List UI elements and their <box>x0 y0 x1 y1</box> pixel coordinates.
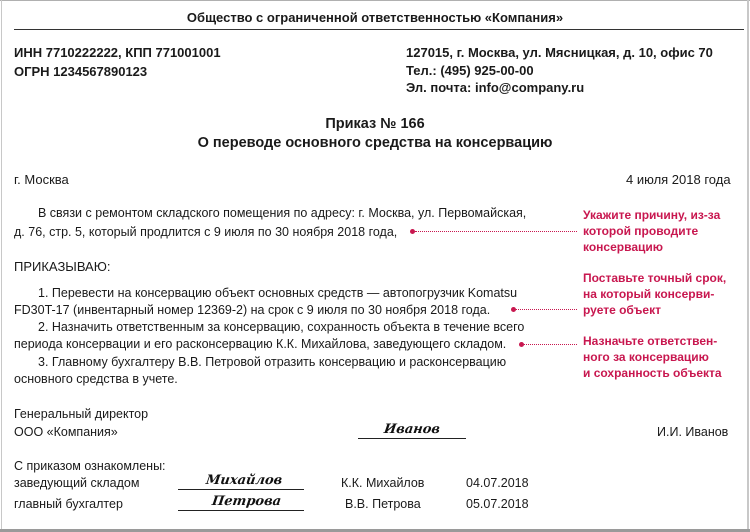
ack-row-2-name: В.В. Петрова <box>345 497 421 511</box>
company-phone: Тел.: (495) 925-00-00 <box>406 63 534 78</box>
organization-name: Общество с ограниченной ответственностью «Компания» <box>186 10 564 25</box>
item-3-line-2: основного средства в учете. <box>14 372 178 386</box>
inn-kpp: ИНН 7710222222, КПП 771001001 <box>14 45 221 60</box>
company-email: Эл. почта: info@company.ru <box>406 80 585 95</box>
hint-term-line-2: на который консерви- <box>583 287 715 301</box>
hint-term <box>583 270 726 318</box>
ack-row-2-date: 05.07.2018 <box>466 497 529 511</box>
preamble-line-2: д. 76, стр. 5, который продлится с 9 июля по 30 ноября 2018 года, <box>14 225 398 239</box>
item-3-line-1: 3. Главному бухгалтеру В.В. Петровой отразить консервацию и расконсервацию <box>38 355 507 369</box>
hint-term-line-3: руете объект <box>583 303 661 317</box>
item-1-line-2: FD30T-17 (инвентарный номер 12369-2) на срок с 9 июля по 30 ноября 2018 года. <box>14 303 491 317</box>
director-company: ООО «Компания» <box>14 425 118 439</box>
ack-row-2-signature-line <box>178 510 304 511</box>
item-2-line-2: периода консервации и его расконсервацию К.К. Михайлова, заведующего складом. <box>14 337 507 351</box>
director-signature-line <box>358 438 466 439</box>
hint-responsible-line-3: и сохранность объекта <box>583 366 722 380</box>
order-subject: О переводе основного средства на консервацию <box>197 135 553 151</box>
header-divider <box>14 29 744 30</box>
hint-term-line-1: Поставьте точный срок, <box>583 271 727 285</box>
director-title: Генеральный директор <box>14 407 149 421</box>
hint-reason-line-3: консервацию <box>583 240 663 254</box>
hint-2-pointer <box>516 309 577 310</box>
ack-row-1-signature-line <box>178 489 304 490</box>
frame-right-border <box>747 0 749 532</box>
hint-3-pointer <box>524 344 577 345</box>
hint-responsible-line-1: Назначьте ответствен- <box>583 334 718 348</box>
frame-left-border <box>1 0 2 532</box>
city: г. Москва <box>14 172 69 187</box>
order-number: Приказ № 166 <box>325 116 425 132</box>
hint-responsible-line-2: ного за консервацию <box>583 350 709 364</box>
hint-reason-line-2: которой проводите <box>583 224 699 238</box>
hint-reason-line-1: Укажите причину, из-за <box>583 208 721 222</box>
ack-row-1-date: 04.07.2018 <box>466 476 529 490</box>
order-date: 4 июля 2018 года <box>626 172 731 187</box>
ack-row-2-position: главный бухгалтер <box>14 497 123 511</box>
hint-1-pointer <box>415 231 577 232</box>
ack-row-1-signature: Михайлов <box>204 473 284 488</box>
hint-responsible <box>583 333 722 381</box>
frame-top-border <box>0 0 750 1</box>
ack-row-2-signature: Петрова <box>210 494 283 509</box>
director-name: И.И. Иванов <box>657 425 729 439</box>
ack-row-1-name: К.К. Михайлов <box>341 476 425 490</box>
acknowledged-heading: С приказом ознакомлены: <box>14 459 166 473</box>
ogrn: ОГРН 1234567890123 <box>14 64 148 79</box>
hint-reason <box>583 207 720 255</box>
ack-row-1-position: заведующий складом <box>14 476 140 490</box>
company-address: 127015, г. Москва, ул. Мясницкая, д. 10, офис 70 <box>406 45 713 60</box>
director-signature: Иванов <box>382 422 441 437</box>
order-word: ПРИКАЗЫВАЮ: <box>14 259 111 274</box>
item-1-line-1: 1. Перевести на консервацию объект основных средств — автопогрузчик Komatsu <box>38 286 518 300</box>
item-2-line-1: 2. Назначить ответственным за консервацию, сохранность объекта в течение всего <box>38 320 525 334</box>
preamble-line-1: В связи с ремонтом складского помещения по адресу: г. Москва, ул. Первомайская, <box>38 206 527 220</box>
